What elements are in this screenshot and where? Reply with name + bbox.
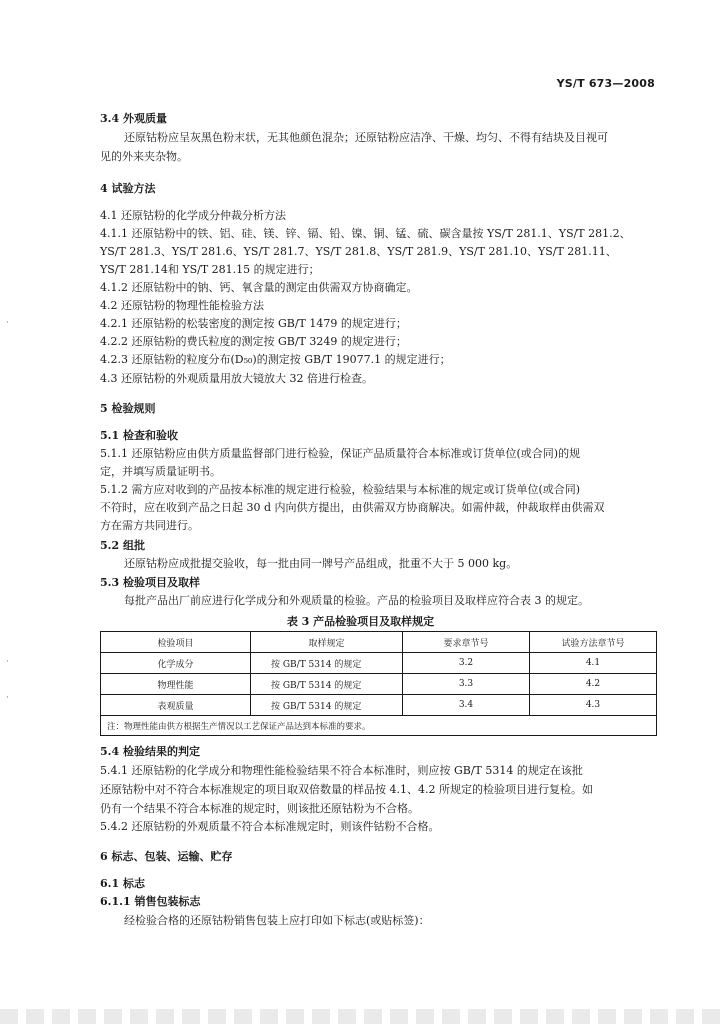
table-3 bbox=[100, 631, 657, 736]
section-6-1-1-text: 经检验合格的还原钴粉销售包装上应打印如下标志(或贴标签)： bbox=[124, 914, 430, 927]
section-4-1-1-line-2: YS/T 281.3、YS/T 281.6、YS/T 281.7、YS/T 281.8、YS/T 281.9、YS/T 281.10、YS/T 281.11、 bbox=[100, 245, 617, 258]
section-5-2-text: 还原钴粉应成批提交验收，每一批由同一牌号产品组成，批重不大于 5 000 kg。 bbox=[124, 557, 518, 570]
section-4-2-3: 4.2.3 还原钴粉的粒度分布(D₅₀)的测定按 GB/T 19077.1 的规定进行； bbox=[100, 353, 451, 366]
section-3-4-title: 3.4 外观质量 bbox=[100, 112, 167, 125]
section-5-1: 5.1 检查和验收 bbox=[100, 429, 178, 442]
bottom-bleed-through bbox=[0, 1009, 721, 1024]
table-cell: 3.3 bbox=[403, 674, 530, 695]
table-row bbox=[101, 695, 657, 716]
table-cell: 按 GB/T 5314 的规定 bbox=[251, 674, 403, 695]
section-4-1-1-line-1: 4.1.1 还原钴粉中的铁、铝、硅、镁、锌、镉、铅、镍、铜、锰、硫、碳含量按 YS/T 281.1、YS/T 281.2、 bbox=[100, 227, 631, 240]
section-6-title: 6 标志、包装、运输、贮存 bbox=[100, 850, 233, 863]
table-row bbox=[101, 674, 657, 695]
section-4-3: 4.3 还原钴粉的外观质量用放大镜放大 32 倍进行检查。 bbox=[100, 372, 373, 385]
section-5-title: 5 检验规则 bbox=[100, 402, 156, 415]
section-5-1-2-line-1: 5.1.2 需方应对收到的产品按本标准的规定进行检验，检验结果与本标准的规定或订货单位(或合同) bbox=[100, 483, 581, 496]
section-5-2: 5.2 组批 bbox=[100, 539, 145, 552]
table-cell: 4.2 bbox=[530, 674, 657, 695]
section-4-title: 4 试验方法 bbox=[100, 182, 156, 195]
table-header-cell: 取样规定 bbox=[251, 632, 403, 653]
section-6-1-1: 6.1.1 销售包装标志 bbox=[100, 895, 201, 908]
table-cell: 表观质量 bbox=[101, 695, 251, 716]
section-4-1-2: 4.1.2 还原钴粉中的钠、钙、氧含量的测定由供需双方协商确定。 bbox=[100, 281, 418, 294]
standard-number: YS/T 673—2008 bbox=[556, 77, 655, 90]
scan-speck: · bbox=[6, 693, 9, 703]
section-3-4-text-1: 还原钴粉应呈灰黑色粉末状，无其他颜色混杂；还原钴粉应洁净、干燥、均匀、不得有结块及目视可 bbox=[124, 131, 608, 144]
table-cell: 3.4 bbox=[403, 695, 530, 716]
section-4-1-1-line-3: YS/T 281.14和 YS/T 281.15 的规定进行； bbox=[100, 263, 320, 276]
section-5-4-1-line-2: 还原钴粉中对不符合本标准规定的项目取双倍数量的样品按 4.1、4.2 所规定的检验项目进行复检。如 bbox=[100, 783, 593, 796]
table-header-row bbox=[101, 632, 657, 653]
table-cell: 按 GB/T 5314 的规定 bbox=[251, 653, 403, 674]
section-5-1-1-line-1: 5.1.1 还原钴粉应由供方质量监督部门进行检验，保证产品质量符合本标准或订货单位(或合同)的规 bbox=[100, 447, 581, 460]
section-5-1-2-line-3: 方在需方共同进行。 bbox=[100, 519, 199, 532]
table-cell: 化学成分 bbox=[101, 653, 251, 674]
table-note: 注：物理性能由供方根据生产情况以工艺保证产品达到本标准的要求。 bbox=[101, 716, 657, 736]
section-5-4-2: 5.4.2 还原钴粉的外观质量不符合本标准规定时，则该件钴粉不合格。 bbox=[100, 820, 440, 833]
table-cell: 4.1 bbox=[530, 653, 657, 674]
section-4-1: 4.1 还原钴粉的化学成分仲裁分析方法 bbox=[100, 209, 286, 222]
table-3-caption: 表 3 产品检验项目及取样规定 bbox=[286, 615, 435, 628]
scan-speck: · bbox=[6, 318, 9, 328]
table-cell: 3.2 bbox=[403, 653, 530, 674]
table-note-row bbox=[101, 716, 657, 736]
section-4-2: 4.2 还原钴粉的物理性能检验方法 bbox=[100, 299, 264, 312]
section-3-4-text-2: 见的外来夹杂物。 bbox=[100, 150, 188, 163]
section-5-4: 5.4 检验结果的判定 bbox=[100, 745, 200, 758]
scan-speck: · bbox=[6, 657, 9, 667]
section-5-3: 5.3 检验项目及取样 bbox=[100, 576, 200, 589]
table-header-cell: 试验方法章节号 bbox=[530, 632, 657, 653]
section-5-1-2-line-2: 不符时，应在收到产品之日起 30 d 内向供方提出，由供需双方协商解决。如需仲裁，仲裁取样由供需双 bbox=[100, 501, 605, 514]
table-header-cell: 检验项目 bbox=[101, 632, 251, 653]
section-5-3-text: 每批产品出厂前应进行化学成分和外观质量的检验。产品的检验项目及取样应符合表 3 的规定。 bbox=[124, 594, 589, 607]
table-cell: 4.3 bbox=[530, 695, 657, 716]
section-4-2-2: 4.2.2 还原钴粉的费氏粒度的测定按 GB/T 3249 的规定进行； bbox=[100, 335, 407, 348]
table-row bbox=[101, 653, 657, 674]
table-header-cell: 要求章节号 bbox=[403, 632, 530, 653]
section-4-2-1: 4.2.1 还原钴粉的松装密度的测定按 GB/T 1479 的规定进行； bbox=[100, 317, 407, 330]
section-6-1: 6.1 标志 bbox=[100, 877, 145, 890]
table-cell: 物理性能 bbox=[101, 674, 251, 695]
section-5-1-1-line-2: 定，并填写质量证明书。 bbox=[100, 465, 221, 478]
table-cell: 按 GB/T 5314 的规定 bbox=[251, 695, 403, 716]
section-5-4-1-line-3: 仍有一个结果不符合本标准的规定时，则该批还原钴粉为不合格。 bbox=[100, 802, 419, 815]
section-5-4-1-line-1: 5.4.1 还原钴粉的化学成分和物理性能检验结果不符合本标准时，则应按 GB/T 5314 的规定在该批 bbox=[100, 764, 583, 777]
